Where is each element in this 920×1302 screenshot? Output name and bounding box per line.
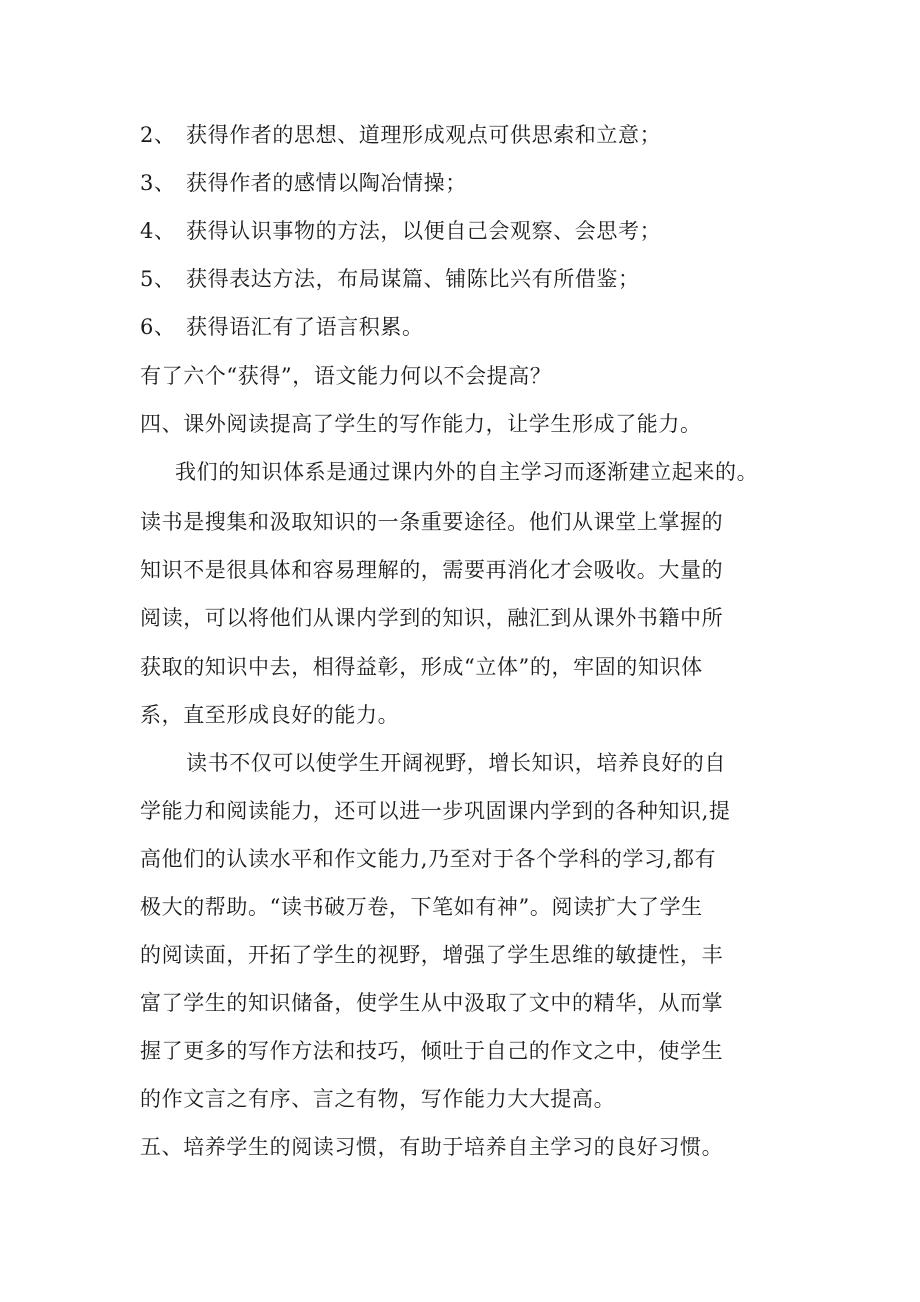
list-number: 4、: [140, 219, 176, 243]
list-text: 获得认识事物的方法，以便自己会观察、会思考；: [186, 219, 662, 243]
section-five-heading: 五、培养学生的阅读习惯，有助于培养自主学习的良好习惯。: [140, 1135, 724, 1159]
paragraph-two-line: 的阅读面，开拓了学生的视野，增强了学生思维的敏捷性，丰: [140, 943, 724, 967]
paragraph-two-line: 极大的帮助。“读书破万卷，下笔如有神”。阅读扩大了学生: [140, 895, 703, 919]
list-text: 获得表达方法，布局谋篇、铺陈比兴有所借鉴；: [186, 267, 640, 291]
paragraph-one-line: 读书是搜集和汲取知识的一条重要途径。他们从课堂上掌握的: [140, 510, 724, 534]
paragraph-two-line: 高他们的认读水平和作文能力,乃至对于各个学科的学习,都有: [140, 847, 717, 871]
paragraph-two-line: 握了更多的写作方法和技巧，倾吐于自己的作文之中，使学生: [140, 1039, 724, 1063]
list-item-5: [140, 269, 640, 290]
list-number: 3、: [140, 171, 176, 195]
list-item-4: [140, 221, 661, 242]
list-item-3: [140, 173, 467, 194]
paragraph-one-line: 知识不是很具体和容易理解的，需要再消化才会吸收。大量的: [140, 558, 724, 582]
section-four-heading: 四、课外阅读提高了学生的写作能力，让学生形成了能力。: [140, 412, 702, 436]
list-text: 获得语汇有了语言积累。: [186, 315, 424, 339]
paragraph-two-line: 富了学生的知识储备，使学生从中汲取了文中的精华，从而掌: [140, 991, 724, 1015]
paragraph-two-line: 的作文言之有序、言之有物，写作能力大大提高。: [140, 1087, 616, 1111]
list-text: 获得作者的感情以陶冶情操；: [186, 171, 467, 195]
list-item-2: [140, 125, 661, 146]
paragraph-one-line: 获取的知识中去，相得益彰，形成“立体”的，牢固的知识体: [140, 655, 703, 679]
paragraph-two-line: 读书不仅可以使学生开阔视野，增长知识，培养良好的自: [186, 751, 726, 775]
paragraph-one-line: 阅读，可以将他们从课内学到的知识，融汇到从课外书籍中所: [140, 606, 724, 630]
paragraph-one-line: 我们的知识体系是通过课内外的自主学习而逐渐建立起来的。: [175, 460, 759, 484]
paragraph-two-line: 学能力和阅读能力，还可以进一步巩固课内学到的各种知识,提: [140, 799, 731, 823]
summary-line: 有了六个“获得”，语文能力何以不会提高？: [140, 364, 552, 388]
list-text: 获得作者的思想、道理形成观点可供思索和立意；: [186, 123, 662, 147]
list-number: 2、: [140, 123, 176, 147]
list-item-6: [140, 317, 424, 338]
list-number: 5、: [140, 267, 176, 291]
paragraph-one-line: 系，直至形成良好的能力。: [140, 703, 400, 727]
list-number: 6、: [140, 315, 176, 339]
